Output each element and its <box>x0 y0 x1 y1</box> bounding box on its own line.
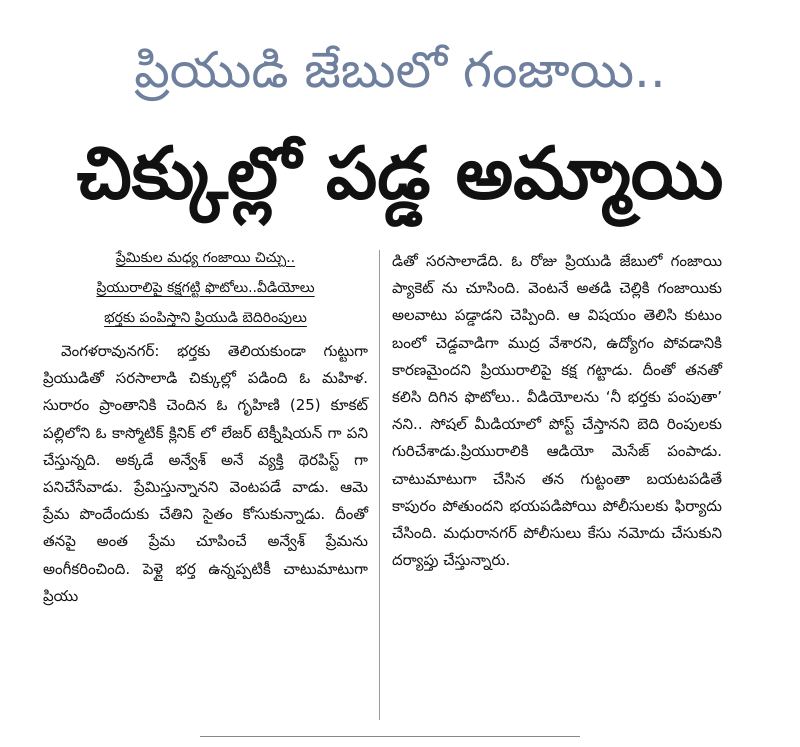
bottom-divider <box>200 736 580 737</box>
right-column <box>392 248 722 574</box>
highlight-item: భర్తకు పంపిస్తాని ప్రియుడి బెదిరింపులు <box>104 310 307 326</box>
left-column <box>43 248 368 610</box>
highlight-item: ప్రియురాలిపై కక్షగట్టి ఫొటోలు..వీడియోలు <box>96 280 315 296</box>
article-kicker: ప్రియుడి జేబులో గంజాయి.. <box>134 41 666 99</box>
body-text-left: వెంగళరావునగర్: భర్తకు తెలియకుండా గుట్టుగా ప్రియుడితో సరసాలాడి చిక్కుల్లో పడింది ఓ మహిళ. సురారం ప్రాంతానికి చెందిన ఓ గృహిణి (25) కూకట్ పల్లిలోని ఓ కాస్మోటిక్ క్లినిక్ లో లేజర్ టెక్నీషియన్ గా పని చేస్తున్నది. అక్కడే అన్వేశ్ అనే వ్యక్తి థెరపిస్ట్ గా పనిచేసేవాడు. ప్రేమిస్తున్నానని వెంటపడే వాడు. ఆమె ప్రేమ పొందేందుకు చేతిని సైతం కోసుకున్నాడు. దీంతో తనపై అంత ప్రేమ చూపించే అన్వేశ్ ప్రేమను అంగీకరించింది. పెళ్లై భర్త ఉన్నప్పటికీ చాటుమాటుగా ప్రియు <box>43 342 368 605</box>
body-text-right: డితో సరసాలాడేది. ఓ రోజు ప్రియుడి జేబులో గంజాయి ప్యాకెట్ ను చూసింది. వెంటనే అతడి చెల్లికి గంజాయికు అలవాటు పడ్డాడని చెప్పింది. ఆ విషయం తెలిసి కుటుం బంలో చెడ్డవాడిగా ముద్ర వేశారని, ఉద్యోగం పోవడానికి కారణమైందని ప్రియురాలిపై కక్ష గట్టాడు. దీంతో తనతో కలిసి దిగిన ఫొటోలు.. వీడియోలను ‘నీ భర్తకు పంపుతా’ నని.. సోషల్ మీడియాలో పోస్ట్ చేస్తానని బెది రింపులకు గురిచేశాడు.ప్రియురాలికి ఆడియో మెసేజ్ పంపాడు. చాటుమాటుగా చేసిన తన గుట్టంతా బయటపడితే కాపురం పోతుందని భయపడిపోయి పోలీసులకు ఫిర్యాదు చేసింది. మధురానగర్ పోలీసులు కేసు నమోదు చేసుకుని దర్యాప్తు చేస్తున్నారు. <box>392 252 722 570</box>
article-headline: చిక్కుల్లో పడ్డ అమ్మాయి <box>76 131 724 215</box>
highlights-list <box>43 248 368 328</box>
highlight-item: ప్రేమికుల మధ్య గంజాయి చిచ్చు.. <box>115 250 296 266</box>
column-divider <box>379 250 380 720</box>
